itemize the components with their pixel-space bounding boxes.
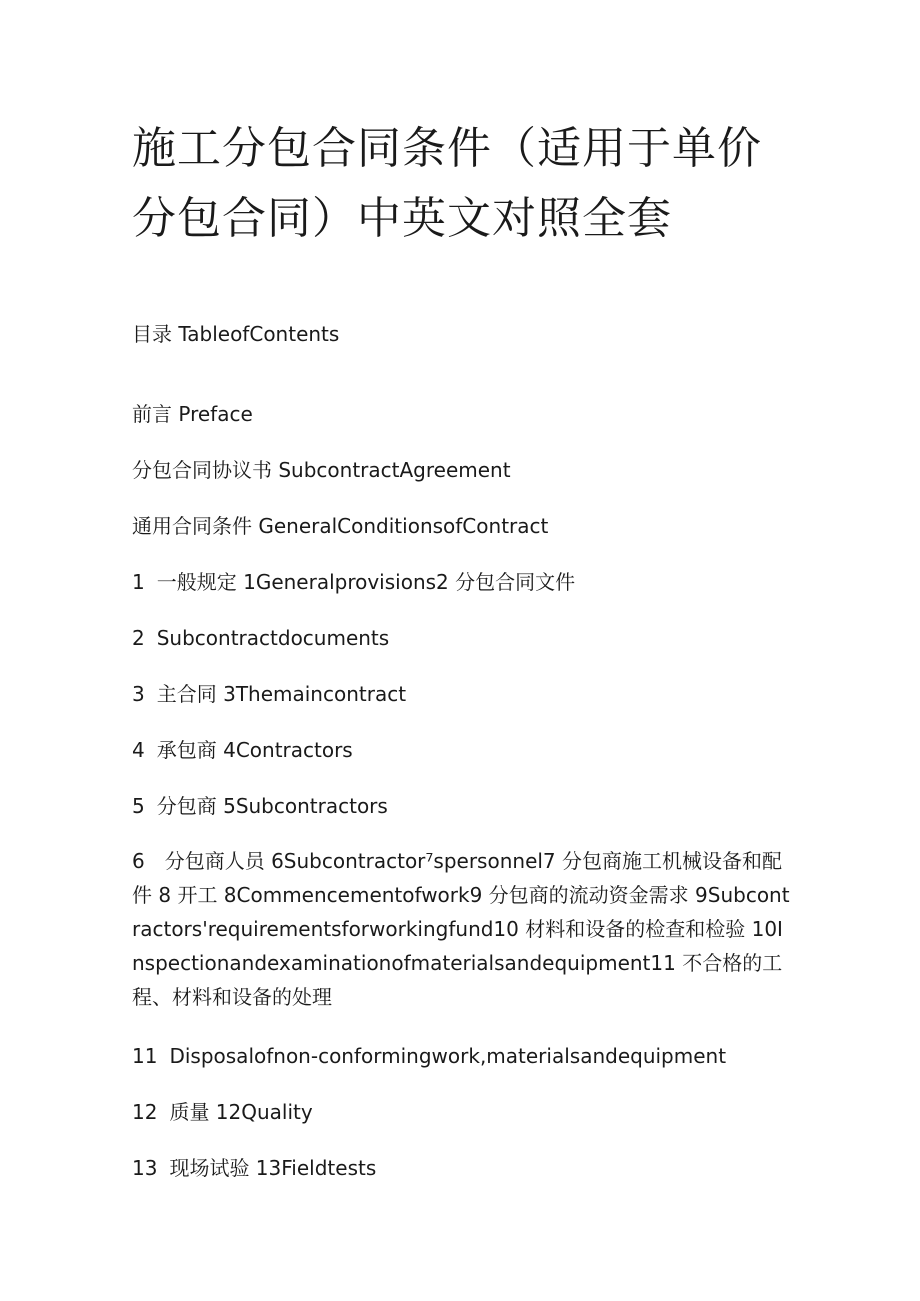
toc-entry: [132, 512, 548, 540]
toc-entry-text: 前言 Preface: [132, 402, 253, 426]
toc-entry-number: 4: [132, 738, 145, 762]
toc-entry: [132, 792, 388, 820]
toc-entry-text: 一般规定 1Generalprovisions2 分包合同文件: [156, 570, 576, 594]
toc-entry: [132, 1098, 313, 1126]
toc-entry-number: 12: [132, 1100, 158, 1124]
toc-entry-text: 承包商 4Contractors: [156, 738, 353, 762]
toc-entry-text: 分包合同协议书 SubcontractAgreement: [132, 458, 511, 482]
toc-entry-number: 13: [132, 1156, 158, 1180]
toc-entry: [132, 736, 353, 764]
toc-entry-text: 通用合同条件 GeneralConditionsofContract: [132, 514, 549, 538]
toc-entry: [132, 680, 406, 708]
toc-entry: [132, 400, 253, 428]
toc-paragraph: 6 分包商人员 6Subcontractor⁷spersonnel7 分包商施工机械设备和配件 8 开工 8Commencementofwork9 分包商的流动资金需求 9Subcontractors'requirementsforworkingfund10 材料和设备的检查和检验 10Inspectionandexaminationofmaterialsandequipment11 不合格的工程、材料和设备的处理: [132, 849, 790, 1009]
toc-entry-number: 11: [132, 1044, 158, 1068]
toc-entry: [132, 1042, 726, 1070]
toc-entry-number: 1: [132, 570, 145, 594]
toc-entry-number: 3: [132, 682, 145, 706]
toc-entry-text: 分包商 5Subcontractors: [156, 794, 388, 818]
toc-entry-number: 5: [132, 794, 145, 818]
document-title: 施工分包合同条件（适用于单价分包合同）中英文对照全套: [132, 123, 762, 244]
toc-entry-text: Disposalofnon-conformingwork,materialsandequipment: [169, 1044, 727, 1068]
toc-entry-text: Subcontractdocuments: [156, 626, 390, 650]
toc-entry: [132, 456, 511, 484]
toc-entry: [132, 1154, 376, 1182]
toc-entry: [132, 624, 389, 652]
toc-entry-text: 质量 12Quality: [169, 1100, 313, 1124]
toc-entry-text: 主合同 3Themaincontract: [156, 682, 407, 706]
toc-entry: [132, 568, 575, 596]
toc-heading: 目录 TableofContents: [132, 322, 340, 346]
toc-entry-text: 现场试验 13Fieldtests: [169, 1156, 377, 1180]
toc-entry-number: 2: [132, 626, 145, 650]
